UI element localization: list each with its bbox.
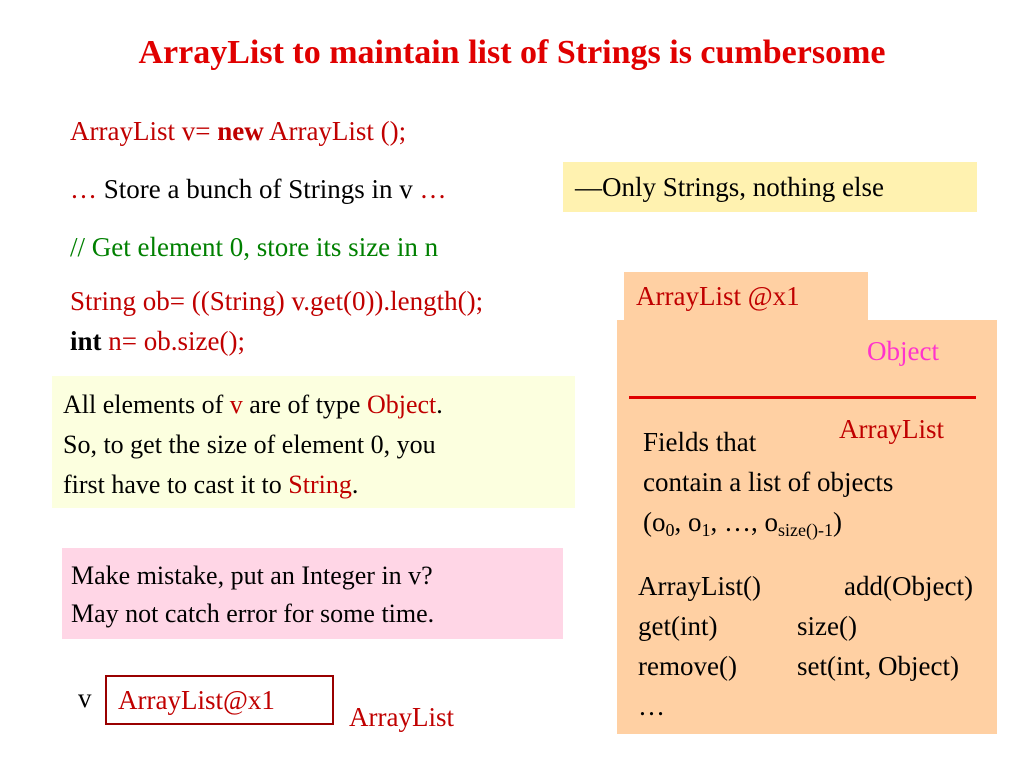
fields-line: Fields that	[643, 427, 757, 457]
type-string: String	[288, 470, 352, 499]
code-text: Store a bunch of Strings in v	[103, 174, 413, 204]
warning-line: May not catch error for some time.	[71, 599, 435, 628]
methods-list	[638, 566, 973, 726]
code-comment: // Get element 0, store its size in n	[70, 232, 439, 262]
method-arraylist: ArrayList()	[638, 571, 761, 601]
type-object: Object	[366, 390, 437, 419]
code-line-store-strings	[70, 174, 446, 205]
variable-value-box: ArrayList@x1	[105, 675, 334, 725]
explanation-line: So, to get the size of element 0, you	[63, 430, 436, 459]
keyword-new: new	[217, 116, 264, 146]
method-size: size()	[797, 611, 857, 641]
only-strings-note: —Only Strings, nothing else	[563, 162, 977, 212]
ellipsis: …	[70, 174, 104, 204]
var-v: v	[229, 390, 243, 419]
ellipsis: …	[412, 174, 447, 204]
variable-type: ArrayList	[349, 702, 454, 732]
object-name-tab: ArrayList @x1	[624, 272, 868, 321]
fields-description	[643, 422, 893, 550]
method-set: set(int, Object)	[797, 651, 959, 681]
method-add: add(Object)	[844, 571, 973, 601]
fields-line: contain a list of objects	[643, 467, 894, 497]
method-remove: remove()	[638, 651, 737, 681]
code-text: n= ob.size();	[101, 326, 245, 356]
method-get: get(int)	[638, 611, 718, 641]
variable-name: v	[78, 683, 92, 713]
code-text: ArrayList ();	[263, 116, 407, 146]
explanation-line: first have to cast it to String.	[63, 470, 359, 499]
explanation-line: All elements of v are of type Object.	[63, 390, 443, 419]
fields-line: ($o_0$, $o_1$, …, $o_{size()-1}$)	[643, 507, 842, 540]
class-label: ArrayList	[839, 414, 944, 444]
page-title: ArrayList to maintain list of Strings is cumbersome	[138, 34, 886, 71]
method-more: …	[638, 691, 665, 721]
code-line-size	[70, 326, 245, 357]
type-explanation-box	[52, 376, 575, 508]
partition-divider	[629, 396, 976, 399]
keyword-int: int	[70, 326, 102, 356]
warning-line: Make mistake, put an Integer in v?	[71, 561, 433, 590]
mistake-warning-box	[62, 548, 563, 639]
superclass-label: Object	[867, 336, 939, 366]
code-text: ArrayList v=	[70, 116, 218, 146]
code-line-cast: String ob= ((String) v.get(0)).length();	[70, 286, 484, 316]
code-line-new-arraylist	[70, 116, 406, 147]
